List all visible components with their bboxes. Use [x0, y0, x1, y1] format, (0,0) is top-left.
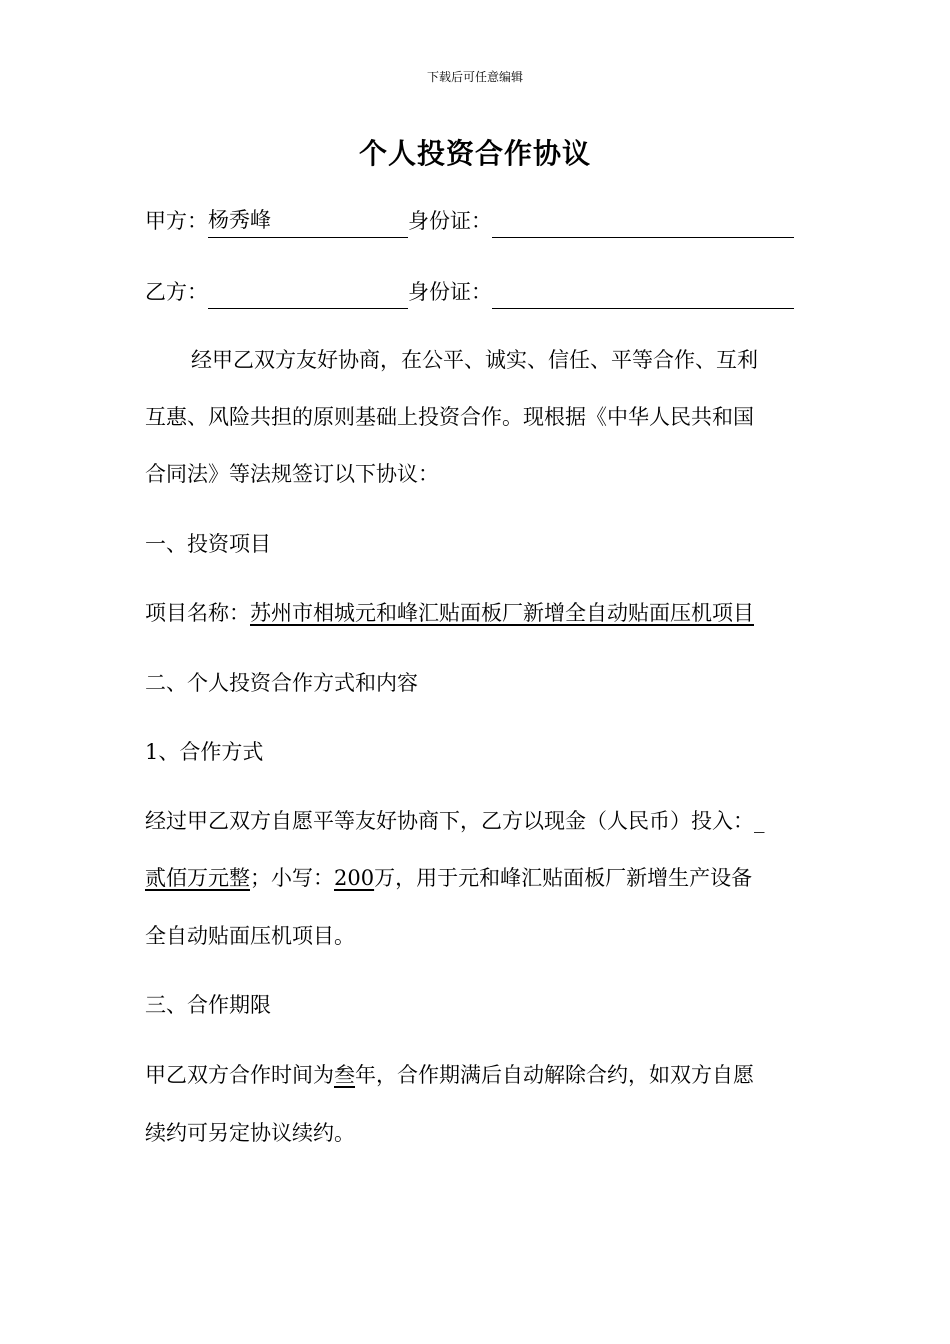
project-name-label: 项目名称： — [145, 601, 250, 625]
term-line-2: 续约可另定协议续约。 — [145, 1121, 355, 1145]
party-a-name: 杨秀峰 — [208, 208, 271, 232]
cooperation-line-2 — [145, 868, 752, 889]
intro-line-3: 合同法》等法规签订以下协议： — [145, 462, 439, 486]
party-b-name-field[interactable] — [208, 286, 408, 309]
amount-words: 贰佰万元整 — [145, 866, 250, 890]
amount-label: ；小写： — [250, 866, 334, 890]
party-a-id-label: 身份证： — [408, 209, 492, 233]
term-line-1 — [145, 1065, 754, 1086]
intro-line-1: 经甲乙双方友好协商，在公平、诚实、信任、平等合作、互利 — [191, 348, 758, 372]
term-years: 叁 — [334, 1063, 355, 1087]
section-3-heading: 三、合作期限 — [145, 993, 271, 1017]
term-text-start: 甲乙双方合作时间为 — [145, 1063, 334, 1087]
section-1-heading: 一、投资项目 — [145, 532, 271, 556]
party-a-line — [145, 208, 794, 233]
party-b-line — [145, 282, 794, 303]
intro-line-2: 互惠、风险共担的原则基础上投资合作。现根据《中华人民共和国 — [145, 405, 754, 429]
cooperation-line-1 — [145, 811, 765, 832]
cooperation-line-3: 全自动贴面压机项目。 — [145, 924, 355, 948]
document-title: 个人投资合作协议 — [358, 137, 591, 170]
section-2-sub-1: 1、合作方式 — [145, 740, 264, 764]
cooperation-tail: _ — [754, 809, 765, 833]
party-a-id-field[interactable] — [492, 215, 794, 238]
project-name-line — [145, 603, 754, 624]
cooperation-text-1: 经过甲乙双方自愿平等友好协商下，乙方以现金（人民币）投入： — [145, 809, 754, 833]
party-a-label: 甲方： — [145, 209, 208, 233]
header-note: 下载后可任意编辑 — [426, 70, 523, 84]
party-b-label: 乙方： — [145, 280, 208, 304]
project-name-value: 苏州市相城元和峰汇贴面板厂新增全自动贴面压机项目 — [250, 601, 754, 625]
cooperation-text-2: 万，用于元和峰汇贴面板厂新增生产设备 — [374, 866, 753, 890]
term-text-end: 年，合作期满后自动解除合约，如双方自愿 — [355, 1063, 754, 1087]
section-2-heading: 二、个人投资合作方式和内容 — [145, 671, 418, 695]
amount-number: 200 — [334, 866, 375, 890]
party-b-id-label: 身份证： — [408, 280, 492, 304]
party-b-id-field[interactable] — [492, 286, 794, 309]
party-a-name-field[interactable] — [208, 208, 408, 238]
